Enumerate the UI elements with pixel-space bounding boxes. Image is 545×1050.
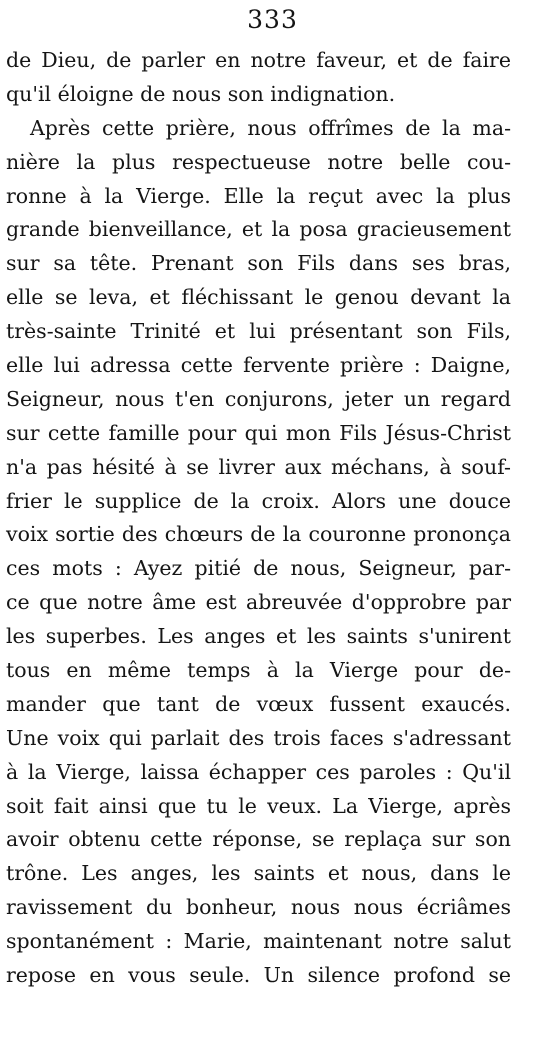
text-line: sur cette famille pour qui mon Fils Jésus-Christ (6, 420, 511, 445)
text-line: tous en même temps à la Vierge pour de- (6, 658, 511, 683)
text-line: Une voix qui parlait des trois faces s'adressant (6, 725, 511, 750)
body-text (6, 44, 511, 993)
text-line: de Dieu, de parler en notre faveur, et de faire (6, 48, 511, 72)
text-line: ronne à la Vierge. Elle la reçut avec la plus (6, 183, 511, 208)
page-number: 333 (247, 5, 298, 34)
text-line: trône. Les anges, les saints et nous, dans le (6, 861, 511, 886)
text-line: sur sa tête. Prenant son Fils dans ses bras, (6, 251, 511, 276)
text-line: repose en vous seule. Un silence profond se (6, 963, 511, 988)
text-line: mander que tant de vœux fussent exaucés. (6, 691, 511, 716)
text-line: frier le supplice de la croix. Alors une douce (6, 488, 511, 513)
text-line: grande bienveillance, et la posa gracieusement (6, 217, 511, 242)
text-line: à la Vierge, laissa échapper ces paroles : Qu'il (6, 759, 511, 784)
text-line: ces mots : Ayez pitié de nous, Seigneur, par- (6, 556, 511, 581)
text-line: Après cette prière, nous offrîmes de la ma- (30, 115, 511, 140)
text-line: les superbes. Les anges et les saints s'unirent (6, 624, 511, 649)
text-line: n'a pas hésité à se livrer aux méchans, à souf- (6, 454, 511, 479)
text-line: ravissement du bonheur, nous nous écriâmes (6, 895, 511, 920)
text-line: elle se leva, et fléchissant le genou devant la (6, 285, 511, 310)
text-line: nière la plus respectueuse notre belle cou- (6, 149, 511, 174)
text-line: ce que notre âme est abreuvée d'opprobre par (6, 590, 511, 615)
text-line: avoir obtenu cette réponse, se replaça sur son (6, 827, 511, 852)
text-line: voix sortie des chœurs de la couronne prononça (6, 522, 511, 547)
text-line: Seigneur, nous t'en conjurons, jeter un regard (6, 386, 511, 411)
text-line: soit fait ainsi que tu le veux. La Vierge, après (6, 793, 511, 818)
text-line: spontanément : Marie, maintenant notre salut (6, 929, 511, 954)
text-line: qu'il éloigne de nous son indignation. (6, 81, 396, 106)
text-line: elle lui adressa cette fervente prière : Daigne, (6, 353, 511, 378)
text-line: très-sainte Trinité et lui présentant son Fils, (6, 319, 511, 344)
